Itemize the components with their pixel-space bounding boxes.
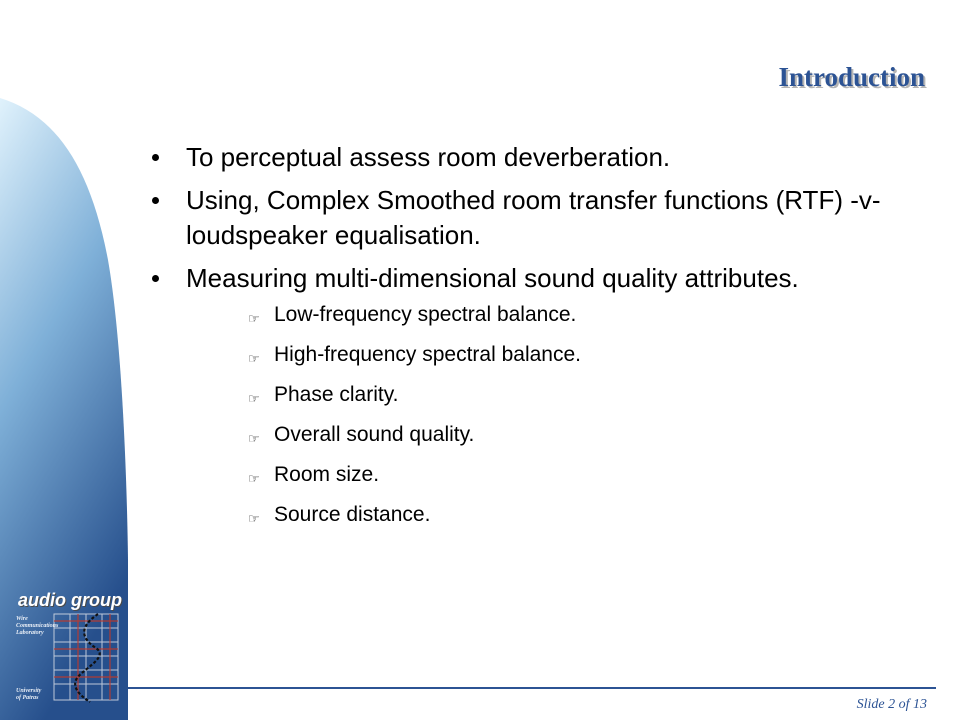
bullet-dot-icon (152, 275, 159, 282)
slide-number: Slide 2 of 13 (856, 697, 927, 712)
logo-lab-text: Wire Communications Laboratory (16, 616, 59, 636)
audio-group-logo (10, 590, 126, 710)
pointing-hand-icon: ☞ (248, 391, 260, 406)
sub-bullet-item (248, 342, 930, 368)
sub-bullet-item (248, 382, 930, 408)
bullet-text: Measuring multi-dimensional sound quality attributes. (186, 263, 799, 293)
pointing-hand-icon: ☞ (248, 351, 260, 366)
bullet-dot-icon (152, 154, 159, 161)
bullet-item (150, 140, 930, 175)
pointing-hand-icon: ☞ (248, 471, 260, 486)
bullet-text: To perceptual assess room deverberation. (186, 142, 671, 172)
slide-title: Introduction (778, 62, 925, 92)
sub-bullet-item (248, 462, 930, 488)
sub-bullet-text: Phase clarity. (274, 383, 399, 406)
sub-bullet-item (248, 302, 930, 328)
sub-bullet-text: Low-frequency spectral balance. (274, 303, 577, 326)
pointing-hand-icon: ☞ (248, 511, 260, 526)
bullet-list (150, 140, 930, 542)
sub-bullet-list (186, 302, 930, 528)
footer-divider (128, 687, 936, 689)
sub-bullet-item (248, 502, 930, 528)
sub-bullet-item (248, 422, 930, 448)
pointing-hand-icon: ☞ (248, 431, 260, 446)
sub-bullet-text: Overall sound quality. (274, 423, 475, 446)
logo-university-text: University of Patras (16, 688, 42, 701)
bullet-dot-icon (152, 197, 159, 204)
sub-bullet-text: High-frequency spectral balance. (274, 343, 582, 366)
sub-bullet-text: Room size. (274, 463, 380, 486)
pointing-hand-icon: ☞ (248, 311, 260, 326)
logo-grid-graphic (50, 612, 122, 704)
bullet-text: Using, Complex Smoothed room transfer functions (RTF) -v- loudspeaker equalisation. (186, 185, 881, 250)
sub-bullet-text: Source distance. (274, 503, 431, 526)
logo-title: audio group (18, 590, 122, 610)
bullet-item (150, 261, 930, 528)
bullet-item (150, 183, 930, 253)
